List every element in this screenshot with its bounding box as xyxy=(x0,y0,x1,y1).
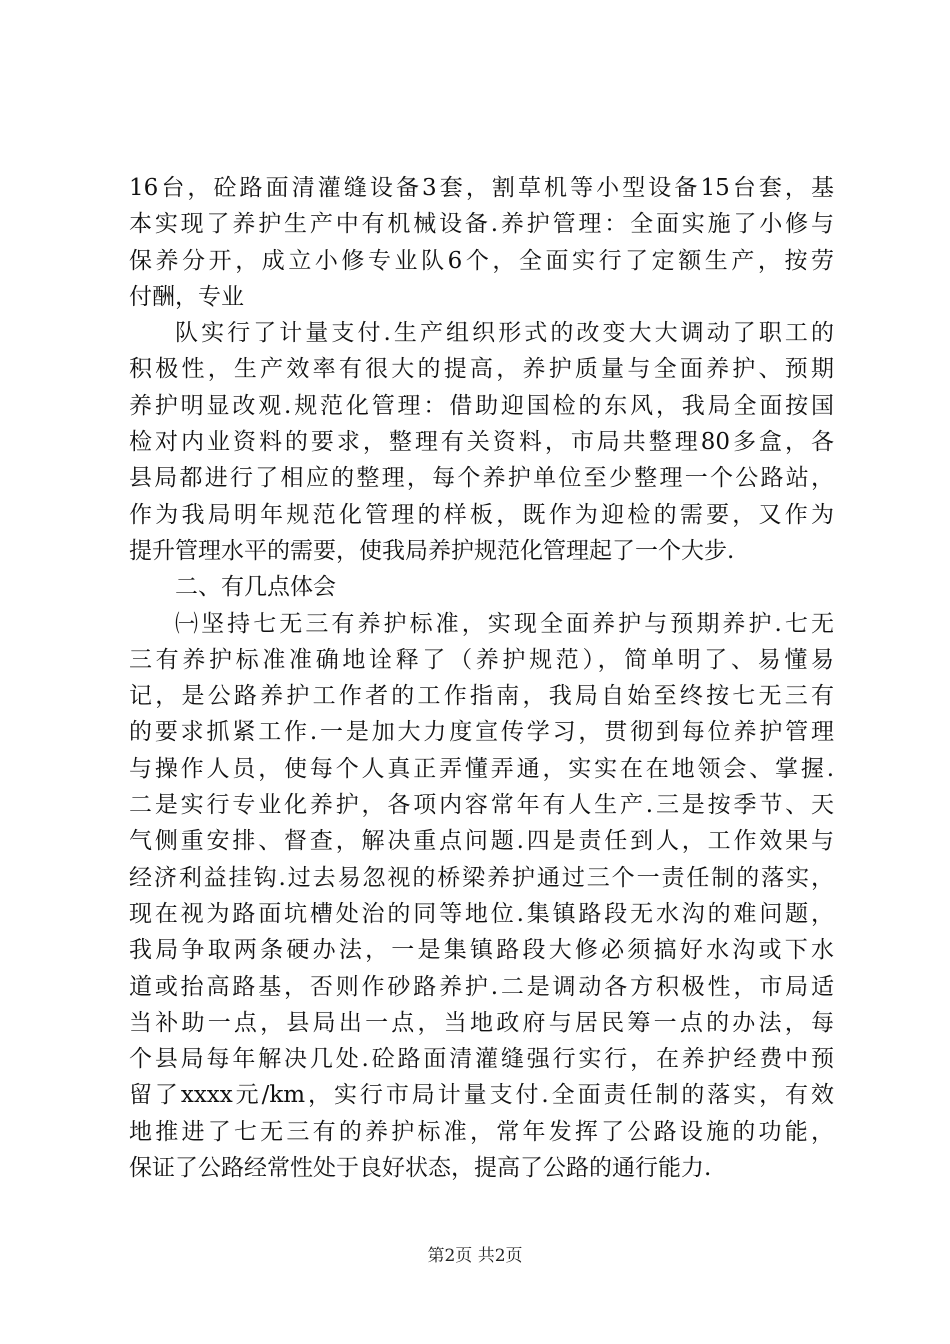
text-line: 二、有几点体会 xyxy=(175,574,336,601)
text-line: 个县局每年解决几处.砼路面清灌缝强行实行，在养护经费中预 xyxy=(129,1046,834,1073)
text-line: 提升管理水平的需要，使我局养护规范化管理起了一个大步. xyxy=(129,537,735,564)
text-line: 二是实行专业化养护，各项内容常年有人生产.三是按季节、天 xyxy=(129,792,834,819)
text-line: 积极性，生产效率有很大的提高，养护质量与全面养护、预期 xyxy=(129,356,834,383)
text-line: 检对内业资料的要求，整理有关资料，市局共整理80多盒，各 xyxy=(129,429,834,456)
text-line: 16台，砼路面清灌缝设备3套，割草机等小型设备15台套，基 xyxy=(129,175,834,201)
text-line: 留了xxxx元/km，实行市局计量支付.全面责任制的落实，有效 xyxy=(129,1082,834,1109)
text-line: 气侧重安排、督查，解决重点问题.四是责任到人，工作效果与 xyxy=(129,828,834,855)
page-footer: 第2页 共2页 xyxy=(427,1246,523,1266)
text-line: 养护明显改观.规范化管理：借助迎国检的东风，我局全面按国 xyxy=(129,392,834,419)
text-line: 三有养护标准准确地诠释了（养护规范），简单明了、易懂易 xyxy=(129,646,834,673)
text-line: 道或抬高路基，否则作砂路养护.二是调动各方积极性，市局适 xyxy=(129,973,834,1000)
text-line: 队实行了计量支付.生产组织形式的改变大大调动了职工的 xyxy=(175,320,834,347)
text-line: 现在视为路面坑槽处治的同等地位.集镇路段无水沟的难问题， xyxy=(129,900,834,927)
text-line: 作为我局明年规范化管理的样板，既作为迎检的需要，又作为 xyxy=(129,501,834,528)
text-line: 经济利益挂钩.过去易忽视的桥梁养护通过三个一责任制的落实， xyxy=(129,864,834,891)
text-line: 地推进了七无三有的养护标准，常年发挥了公路设施的功能， xyxy=(129,1118,834,1145)
text-line: 我局争取两条硬办法，一是集镇路段大修必须搞好水沟或下水 xyxy=(129,937,834,964)
text-line: 保证了公路经常性处于良好状态，提高了公路的通行能力. xyxy=(129,1155,712,1182)
text-line: 的要求抓紧工作.一是加大力度宣传学习，贯彻到每位养护管理 xyxy=(129,719,834,746)
text-line: 保养分开，成立小修专业队6个，全面实行了定额生产，按劳 xyxy=(129,247,834,274)
text-line: ㈠坚持七无三有养护标准，实现全面养护与预期养护.七无 xyxy=(175,610,834,637)
text-line: 本实现了养护生产中有机械设备.养护管理：全面实施了小修与 xyxy=(129,211,834,238)
document-body xyxy=(129,170,834,1186)
text-line: 付酬，专业 xyxy=(129,283,244,310)
text-line: 县局都进行了相应的整理，每个养护单位至少整理一个公路站， xyxy=(129,465,834,492)
text-line: 当补助一点，县局出一点，当地政府与居民筹一点的办法，每 xyxy=(129,1009,834,1036)
text-line: 记，是公路养护工作者的工作指南，我局自始至终按七无三有 xyxy=(129,683,834,710)
text-line: 与操作人员，使每个人真正弄懂弄通，实实在在地领会、掌握. xyxy=(129,755,834,782)
